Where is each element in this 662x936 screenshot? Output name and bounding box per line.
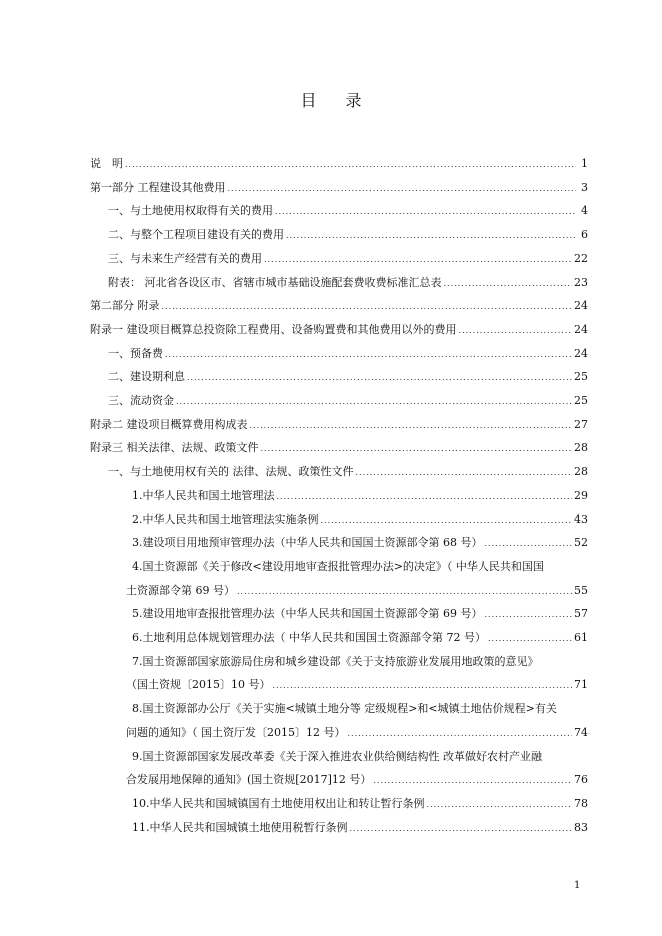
toc-entry[interactable] [90, 298, 588, 314]
toc-entry-text: 6.土地利用总体规划管理办法（ 中华人民共和国国土资源部令第 72 号） [132, 631, 486, 644]
toc-entry[interactable] [90, 180, 588, 196]
toc-entry-text-line1: 7.国土资源部国家旅游局住房和城乡建设部《关于支持旅游业发展用地政策的意见》 [132, 654, 539, 668]
toc-entry-text: 一、与土地使用权有关的 法律、法规、政策性文件 [108, 465, 354, 479]
toc-leader-dots [459, 323, 573, 339]
toc-page-number: 6 [581, 228, 588, 242]
toc-page-number: 25 [574, 394, 588, 407]
page-title: 目 录 [300, 91, 374, 110]
toc-leader-dots [176, 394, 572, 410]
toc-page-number: 55 [574, 583, 588, 597]
toc-leader-dots [275, 204, 576, 220]
toc-page-number: 27 [574, 417, 588, 431]
toc-entry-text: 一、与土地使用权取得有关的费用 [108, 204, 273, 218]
toc-leader-dots [484, 607, 572, 623]
toc-entry[interactable] [108, 369, 588, 385]
toc-entry[interactable] [108, 346, 588, 362]
toc-page-number: 78 [574, 796, 588, 810]
toc-entry-text: （国土资规〔2015〕10 号） [126, 678, 271, 692]
toc-entry[interactable] [108, 464, 588, 480]
page-number: 1 [574, 880, 581, 891]
toc-page-number: 3 [581, 180, 588, 194]
toc-entry[interactable] [108, 393, 588, 409]
toc-entry[interactable] [90, 156, 588, 172]
toc-leader-dots [277, 489, 573, 505]
toc-entry-text: 1.中华人民共和国土地管理法 [132, 488, 275, 502]
toc-page-number: 29 [574, 488, 588, 502]
toc-entry[interactable] [126, 583, 588, 599]
toc-entry-text: 土资源部令第 69 号） [126, 583, 235, 597]
toc-entry-text: 11.中华人民共和国城镇土地使用税暂行条例 [132, 820, 348, 834]
toc-leader-dots [427, 797, 573, 813]
toc-page-number: 24 [574, 299, 588, 313]
toc-leader-dots [444, 276, 573, 292]
toc-entry-text-line1: 8.国土资源部办公厅《关于实施<城镇土地分等 定级规程>和<城镇土地估价规程>有关 [132, 702, 557, 716]
toc-entry-text: 二、建设期利息 [108, 370, 185, 384]
toc-entry-text: 第二部分 附录 [90, 299, 160, 313]
toc-entry-text: 2.中华人民共和国土地管理法实施条例 [132, 512, 319, 526]
toc-entry[interactable] [108, 251, 588, 267]
toc-entry[interactable] [132, 512, 588, 528]
toc-entry-text: 附录二 建设项目概算费用构成表 [90, 417, 248, 431]
toc-page-number: 24 [574, 322, 588, 336]
toc-leader-dots [261, 441, 573, 457]
toc-page-number: 1 [581, 157, 588, 170]
toc-page-number: 57 [574, 607, 588, 621]
toc-leader-dots [373, 773, 572, 789]
toc-entry-text: 问题的通知》（ 国土资厅发〔2015〕12 号） [126, 725, 346, 739]
toc-leader-dots [286, 228, 576, 244]
toc-entry[interactable] [132, 820, 588, 836]
toc-entry-text-line1: 9.国土资源部国家发展改革委《关于深入推进农业供给侧结构性 改革做好农村产业融 [132, 749, 542, 763]
toc-entry-text: 附录三 相关法律、法规、政策文件 [90, 441, 259, 455]
toc-page-number: 23 [574, 275, 588, 289]
toc-leader-dots [321, 513, 573, 529]
toc-leader-dots [484, 536, 572, 552]
toc-entry-text: 说 明 [90, 157, 123, 170]
toc-entry[interactable] [132, 630, 588, 646]
toc-entry-text: 合发展用地保障的通知》(国土资规[2017]12 号） [126, 773, 372, 787]
toc-entry[interactable] [132, 796, 588, 812]
toc-page-number: 43 [574, 512, 588, 526]
toc-page-number: 28 [574, 441, 588, 455]
toc-page-number: 24 [574, 346, 588, 360]
toc-leader-dots [264, 252, 572, 268]
toc-leader-dots [162, 299, 573, 315]
toc-leader-dots [228, 181, 577, 197]
toc-entry[interactable] [90, 322, 588, 338]
toc-page-number: 71 [574, 678, 588, 692]
toc-page-number: 28 [574, 465, 588, 479]
toc-entry[interactable] [108, 275, 588, 291]
toc-page-number: 22 [574, 251, 588, 265]
toc-leader-dots [350, 821, 573, 837]
toc-leader-dots [250, 418, 573, 434]
toc-entry[interactable] [132, 606, 588, 622]
toc-leader-dots [125, 157, 576, 173]
toc-leader-dots [165, 347, 572, 363]
toc-entry-text: 三、流动资金 [108, 394, 174, 407]
toc-entry-text-line1: 4.国土资源部《关于修改<建设用地审查报批管理办法>的决定》（ 中华人民共和国国 [132, 559, 544, 573]
toc-leader-dots [237, 584, 572, 600]
toc-page-number: 83 [574, 820, 588, 834]
toc-page-number: 52 [574, 536, 588, 550]
toc-entry[interactable] [126, 725, 588, 741]
toc-entry-text: 3.建设项目用地预审管理办法（中华人民共和国国土资源部令第 68 号） [132, 536, 483, 550]
toc-leader-dots [347, 726, 572, 742]
toc-entry-text: 一、预备费 [108, 346, 163, 360]
toc-page-number: 4 [581, 204, 588, 218]
toc-leader-dots [488, 631, 572, 647]
toc-entry-text: 第一部分 工程建设其他费用 [90, 180, 226, 194]
toc-entry-text: 5.建设用地审查报批管理办法（中华人民共和国国土资源部令第 69 号） [132, 607, 483, 621]
toc-entry-text: 10.中华人民共和国城镇国有土地使用权出让和转让暂行条例 [132, 796, 425, 810]
toc-entry-text: 二、与整个工程项目建设有关的费用 [108, 228, 284, 242]
toc-entry[interactable] [108, 203, 588, 219]
toc-entry[interactable] [126, 677, 588, 693]
toc-entry[interactable] [108, 227, 588, 243]
toc-page-number: 61 [574, 631, 588, 644]
toc-entry[interactable] [90, 440, 588, 456]
toc-entry[interactable] [132, 488, 588, 504]
toc-entry[interactable] [126, 772, 588, 788]
toc-page-number: 74 [574, 725, 588, 739]
toc-entry-text: 三、与未来生产经营有关的费用 [108, 251, 262, 265]
toc-page-number: 25 [574, 370, 588, 384]
toc-leader-dots [187, 370, 572, 386]
toc-entry[interactable] [90, 417, 588, 433]
toc-entry-text: 附录一 建设项目概算总投资除工程费用、设备购置费和其他费用以外的费用 [90, 322, 457, 336]
toc-leader-dots [273, 678, 573, 694]
toc-entry-text: 附表： 河北省各设区市、省辖市城市基础设施配套费收费标准汇总表 [108, 275, 442, 289]
toc-leader-dots [356, 465, 573, 481]
toc-entry[interactable] [132, 535, 588, 551]
toc-page-number: 76 [574, 773, 588, 787]
